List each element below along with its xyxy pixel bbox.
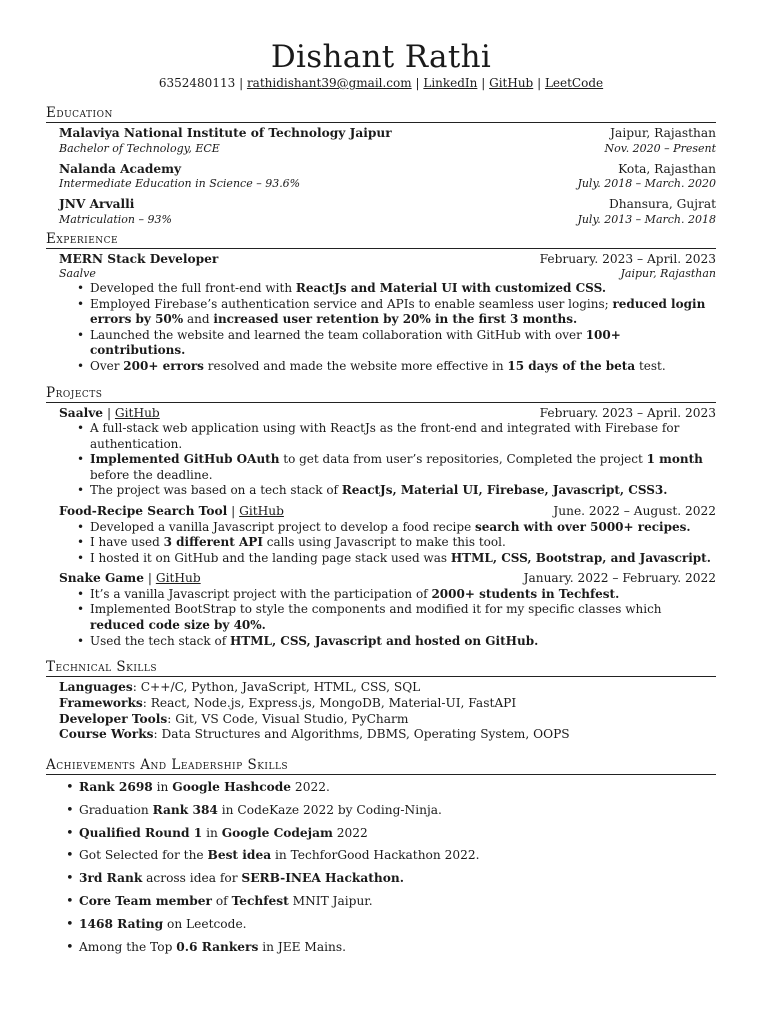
bold-text: 2000+ students in Techfest. — [431, 586, 620, 601]
bullet-item — [79, 894, 716, 909]
resume-page — [46, 40, 716, 962]
text: Implemented BootStrap to style the components and modified it for my specific classes which — [90, 602, 662, 617]
bullet-item — [90, 297, 716, 328]
project-github-link[interactable]: GitHub — [239, 504, 284, 519]
section-divider — [46, 248, 716, 249]
text: Used the tech stack of — [90, 633, 230, 648]
leetcode-link[interactable]: LeetCode — [544, 76, 604, 90]
text: on Leetcode. — [163, 916, 247, 931]
skill-key: Developer Tools — [59, 711, 168, 726]
job-location: Jaipur, Rajasthan — [620, 267, 716, 280]
text: Launched the website and learned the team collaboration with GitHub with over — [90, 327, 586, 342]
bullet-item — [90, 535, 716, 551]
degree: Matriculation – 93% — [59, 212, 172, 226]
project-list — [46, 406, 716, 650]
job-role: MERN Stack Developer — [59, 251, 219, 266]
bold-text: 0.6 Rankers — [176, 939, 259, 954]
text: Developed the full front-end with — [90, 281, 296, 295]
bold-text: ReactJs, Material UI, Firebase, Javascript, CSS3. — [341, 483, 668, 498]
skill-value: : Git, VS Code, Visual Studio, PyCharm — [167, 711, 409, 726]
separator: | — [106, 405, 112, 420]
skill-value: : C++/C, Python, JavaScript, HTML, CSS, SQL — [132, 680, 421, 695]
bold-text: Implemented GitHub OAuth — [90, 452, 280, 467]
bold-text: 100+ contributions. — [90, 327, 621, 358]
bold-text: 1468 Rating — [79, 916, 164, 931]
education-dates: Nov. 2020 – Present — [604, 141, 716, 155]
bullet-item — [79, 940, 716, 955]
skill-key: Languages — [59, 680, 133, 695]
text: of — [211, 893, 232, 908]
bold-text: 3 different API — [163, 535, 263, 550]
text: across idea for — [142, 871, 242, 886]
project-github-link[interactable]: GitHub — [114, 405, 160, 420]
bold-text: increased user retention by 20% in the first 3 months. — [213, 312, 578, 327]
experience-entry — [46, 252, 716, 375]
skill-value: : Data Structures and Algorithms, DBMS, Operating System, OOPS — [153, 727, 570, 742]
bullet-item — [90, 602, 716, 633]
text: 2022. — [291, 780, 330, 794]
text: Among the Top — [79, 939, 177, 954]
bold-text: reduced login errors by 50% — [90, 296, 706, 327]
bold-text: reduced code size by 40%. — [90, 618, 266, 632]
education-dates: July. 2013 – March. 2018 — [577, 212, 716, 226]
text: It’s a vanilla Javascript project with the participation of — [90, 586, 432, 601]
candidate-name: Dishant Rathi — [270, 39, 492, 75]
school-location: Kota, Rajasthan — [618, 161, 716, 176]
project-points — [59, 421, 716, 499]
school-location: Dhansura, Gujrat — [608, 197, 716, 211]
text: 2022 — [332, 825, 368, 840]
email-link[interactable]: rathidishant39@gmail.com — [246, 76, 412, 90]
bullet-item — [90, 421, 716, 452]
education-dates: July. 2018 – March. 2020 — [577, 177, 716, 190]
separator: | — [147, 571, 152, 586]
section-title-education: Education — [46, 105, 113, 121]
separator: | — [537, 76, 542, 90]
project-name: Snake Game — [59, 571, 144, 586]
bullet-item — [90, 587, 716, 603]
text: resolved and made the website more effective in — [203, 358, 508, 373]
project-name: Food-Recipe Search Tool — [59, 504, 228, 519]
bold-text: Core Team member — [79, 893, 212, 908]
bullet-item — [90, 452, 716, 483]
bold-text: HTML, CSS, Bootstrap, and Javascript. — [450, 550, 711, 565]
section-title-skills: Technical Skills — [46, 659, 158, 676]
separator: | — [231, 504, 236, 519]
text: to get data from user’s repositories, Completed the project — [279, 452, 647, 467]
section-title-experience: Experience — [46, 230, 119, 247]
contact-line — [46, 75, 716, 91]
text: test. — [635, 358, 666, 373]
bold-text: Rank 384 — [152, 802, 218, 817]
skill-row — [59, 712, 716, 728]
project-name: Saalve — [59, 405, 104, 420]
text: in JEE Mains. — [258, 939, 347, 954]
project-dates: January. 2022 – February. 2022 — [523, 571, 716, 586]
separator: | — [481, 76, 486, 90]
text: in TechforGood Hackathon 2022. — [271, 848, 480, 863]
job-dates: February. 2023 – April. 2023 — [539, 251, 716, 266]
bold-text: Google Codejam — [221, 825, 333, 840]
degree: Intermediate Education in Science – 93.6% — [59, 177, 301, 190]
text: A full-stack web application using with ReactJs as the front-end and integrated with Firebase for authentication. — [90, 421, 680, 451]
bold-text: Qualified Round 1 — [79, 825, 203, 840]
section-divider — [46, 676, 716, 677]
text: Developed a vanilla Javascript project to develop a food recipe — [90, 519, 475, 534]
bold-text: search with over 5000+ recipes. — [474, 519, 691, 534]
bullet-item — [90, 281, 716, 297]
school-name: JNV Arvalli — [59, 197, 135, 211]
text: calls using Javascript to make this tool. — [262, 535, 506, 550]
project-dates: June. 2022 – August. 2022 — [553, 504, 716, 519]
bullet-item — [79, 917, 716, 932]
bold-text: 3rd Rank — [79, 871, 143, 886]
skill-key: Course Works — [59, 727, 154, 742]
bullet-item — [90, 551, 716, 567]
github-link[interactable]: GitHub — [489, 76, 534, 90]
project-entry — [59, 406, 716, 499]
bullet-item — [90, 359, 716, 375]
skills-list — [46, 680, 716, 743]
skill-row — [59, 696, 716, 712]
project-dates: February. 2023 – April. 2023 — [539, 405, 716, 420]
text: before the deadline. — [90, 467, 213, 482]
skill-value: : React, Node.js, Express.js, MongoDB, Material-UI, FastAPI — [142, 695, 517, 710]
education-entry — [59, 162, 716, 192]
school-name: Malaviya National Institute of Technology Jaipur — [59, 126, 392, 140]
text: Graduation — [79, 802, 153, 817]
separator: | — [415, 76, 420, 90]
project-entry — [59, 504, 716, 566]
bold-text: Rank 2698 — [79, 780, 153, 794]
section-title-projects: Projects — [46, 384, 103, 401]
text: Over — [90, 358, 124, 373]
bold-text: Google Hashcode — [172, 780, 292, 794]
bold-text: Techfest — [231, 893, 289, 908]
bold-text: Best idea — [207, 848, 272, 863]
text: in — [202, 825, 222, 840]
bullet-item — [90, 520, 716, 536]
school-name: Nalanda Academy — [59, 161, 182, 176]
resume-header — [46, 40, 716, 91]
section-divider — [46, 122, 716, 123]
bullet-item — [79, 803, 716, 818]
text: Got Selected for the — [79, 848, 208, 863]
skill-row — [59, 727, 716, 743]
bullet-item — [90, 634, 716, 650]
text: in CodeKaze 2022 by Coding-Ninja. — [217, 802, 442, 817]
separator: | — [239, 76, 244, 90]
bold-text: 200+ errors — [123, 358, 204, 373]
text: I hosted it on GitHub and the landing page stack used was — [90, 550, 451, 565]
education-entry — [59, 197, 716, 227]
degree: Bachelor of Technology, ECE — [59, 141, 220, 155]
section-title-achievements: Achievements And Leadership Skills — [46, 757, 289, 773]
text: Employed Firebase’s authentication service and APIs to enable seamless user logins; — [90, 296, 613, 311]
project-points — [59, 587, 716, 649]
linkedin-link[interactable]: LinkedIn — [423, 76, 478, 90]
phone-number: 6352480113 — [158, 76, 236, 90]
bold-text: ReactJs and Material UI with customized CSS. — [295, 281, 606, 295]
achievements-list — [46, 780, 716, 955]
section-divider — [46, 402, 716, 403]
bullet-item — [79, 826, 716, 841]
text: I have used — [90, 535, 164, 550]
bold-text: HTML, CSS, Javascript and hosted on GitHub. — [229, 633, 539, 648]
bullet-item — [79, 848, 716, 863]
education-list — [46, 126, 716, 227]
bullet-item — [90, 328, 716, 359]
bold-text: 15 days of the beta — [507, 358, 636, 373]
bold-text: SERB-INEA Hackathon. — [241, 871, 404, 886]
education-entry — [59, 126, 716, 156]
bold-text: 1 month — [646, 452, 703, 467]
skill-row — [59, 680, 716, 696]
bullet-item — [79, 871, 716, 886]
text: The project was based on a tech stack of — [90, 483, 342, 498]
project-github-link[interactable]: GitHub — [155, 571, 201, 586]
company-name: Saalve — [59, 267, 96, 280]
text: MNIT Jaipur. — [288, 893, 373, 908]
bullet-item — [90, 483, 716, 499]
skill-key: Frameworks — [59, 695, 143, 710]
project-entry — [59, 571, 716, 649]
bullet-item — [79, 780, 716, 795]
text: and — [183, 312, 214, 327]
project-points — [59, 520, 716, 567]
school-location: Jaipur, Rajasthan — [610, 126, 716, 140]
section-divider — [46, 774, 716, 775]
experience-points — [59, 281, 716, 375]
text: in — [152, 780, 173, 794]
